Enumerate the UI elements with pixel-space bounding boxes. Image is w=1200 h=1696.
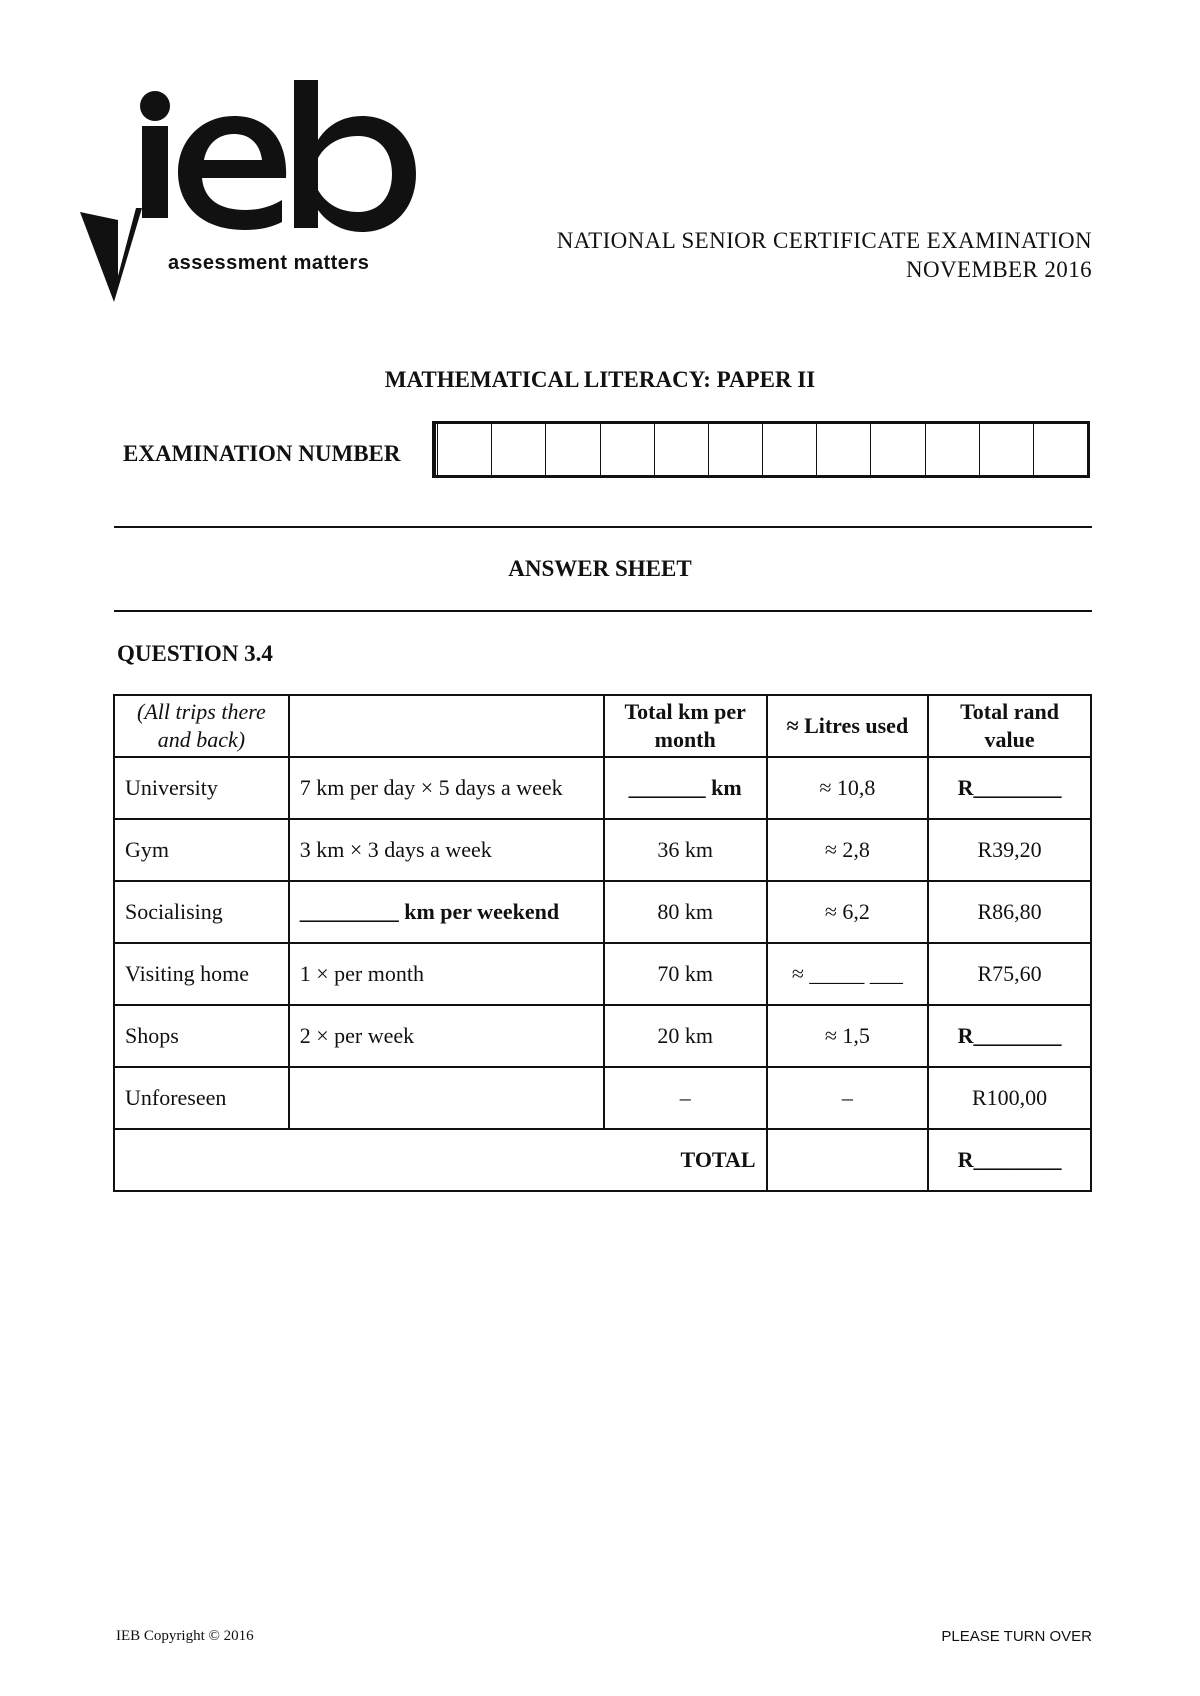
table-row	[114, 943, 1091, 1005]
exam-number-boxes	[432, 421, 1090, 478]
rand-answer-blank[interactable]: R________	[928, 1005, 1091, 1067]
trip-type-cell: Visiting home	[114, 943, 289, 1005]
exam-number-label: EXAMINATION NUMBER	[123, 441, 401, 466]
answer-table	[113, 694, 1092, 1192]
exam-number-digit-box[interactable]	[708, 424, 762, 475]
km-cell: 70 km	[604, 943, 767, 1005]
frequency-cell: 3 km × 3 days a week	[289, 819, 604, 881]
km-cell: –	[604, 1067, 767, 1129]
section-title: ANSWER SHEET	[508, 556, 692, 581]
paper-title: MATHEMATICAL LITERACY: PAPER II	[384, 367, 816, 392]
km-cell: 20 km	[604, 1005, 767, 1067]
frequency-cell: 2 × per week	[289, 1005, 604, 1067]
table-row	[114, 881, 1091, 943]
litres-cell: –	[767, 1067, 929, 1129]
frequency-cell: 1 × per month	[289, 943, 604, 1005]
litres-cell: ≈ 2,8	[767, 819, 929, 881]
total-label: TOTAL	[114, 1129, 767, 1191]
rand-answer-blank[interactable]: R________	[928, 757, 1091, 819]
trip-type-cell: University	[114, 757, 289, 819]
exam-number-digit-box[interactable]	[1033, 424, 1087, 475]
divider-bottom	[114, 610, 1092, 612]
litres-cell: ≈ 1,5	[767, 1005, 929, 1067]
exam-header	[557, 226, 1092, 284]
exam-number-digit-box[interactable]	[491, 424, 545, 475]
rand-cell: R86,80	[928, 881, 1091, 943]
ieb-logo	[80, 80, 420, 305]
frequency-cell: 7 km per day × 5 days a week	[289, 757, 604, 819]
exam-name: NATIONAL SENIOR CERTIFICATE EXAMINATION	[556, 228, 1092, 253]
frequency-cell	[289, 1067, 604, 1129]
exam-number-digit-box[interactable]	[762, 424, 816, 475]
litres-answer-blank[interactable]: ≈ _____ ___	[767, 943, 929, 1005]
copyright-footer: IEB Copyright © 2016	[116, 1628, 254, 1644]
table-row	[114, 1067, 1091, 1129]
divider-top	[114, 526, 1092, 528]
trip-type-cell: Socialising	[114, 881, 289, 943]
logo-tagline: assessment matters	[168, 252, 370, 274]
litres-cell: ≈ 10,8	[767, 757, 929, 819]
exam-date: NOVEMBER 2016	[905, 257, 1092, 282]
column-header: Total km per month	[604, 695, 767, 757]
rand-cell: R39,20	[928, 819, 1091, 881]
trip-type-cell: Gym	[114, 819, 289, 881]
frequency-answer-blank[interactable]: _________ km per weekend	[289, 881, 604, 943]
column-header: ≈ Litres used	[767, 695, 929, 757]
table-total-row	[114, 1129, 1091, 1191]
exam-number-digit-box[interactable]	[545, 424, 599, 475]
trip-type-cell: Unforeseen	[114, 1067, 289, 1129]
exam-number-digit-box[interactable]	[925, 424, 979, 475]
exam-number-digit-box[interactable]	[654, 424, 708, 475]
column-header	[289, 695, 604, 757]
litres-cell: ≈ 6,2	[767, 881, 929, 943]
exam-number-digit-box[interactable]	[435, 424, 491, 475]
km-answer-blank[interactable]: _______ km	[604, 757, 767, 819]
total-rand-answer-blank[interactable]: R________	[928, 1129, 1091, 1191]
trip-type-cell: Shops	[114, 1005, 289, 1067]
exam-number-digit-box[interactable]	[816, 424, 870, 475]
km-cell: 80 km	[604, 881, 767, 943]
exam-number-digit-box[interactable]	[600, 424, 654, 475]
turn-over-footer: PLEASE TURN OVER	[941, 1628, 1092, 1645]
table-row	[114, 819, 1091, 881]
question-label: QUESTION 3.4	[117, 641, 273, 666]
column-header: (All trips there and back)	[114, 695, 289, 757]
rand-cell: R100,00	[928, 1067, 1091, 1129]
exam-number-digit-box[interactable]	[979, 424, 1033, 475]
total-litres-cell	[767, 1129, 929, 1191]
km-cell: 36 km	[604, 819, 767, 881]
table-row	[114, 1005, 1091, 1067]
table-row	[114, 757, 1091, 819]
column-header: Total rand value	[928, 695, 1091, 757]
exam-number-digit-box[interactable]	[870, 424, 924, 475]
rand-cell: R75,60	[928, 943, 1091, 1005]
table-header-row	[114, 695, 1091, 757]
